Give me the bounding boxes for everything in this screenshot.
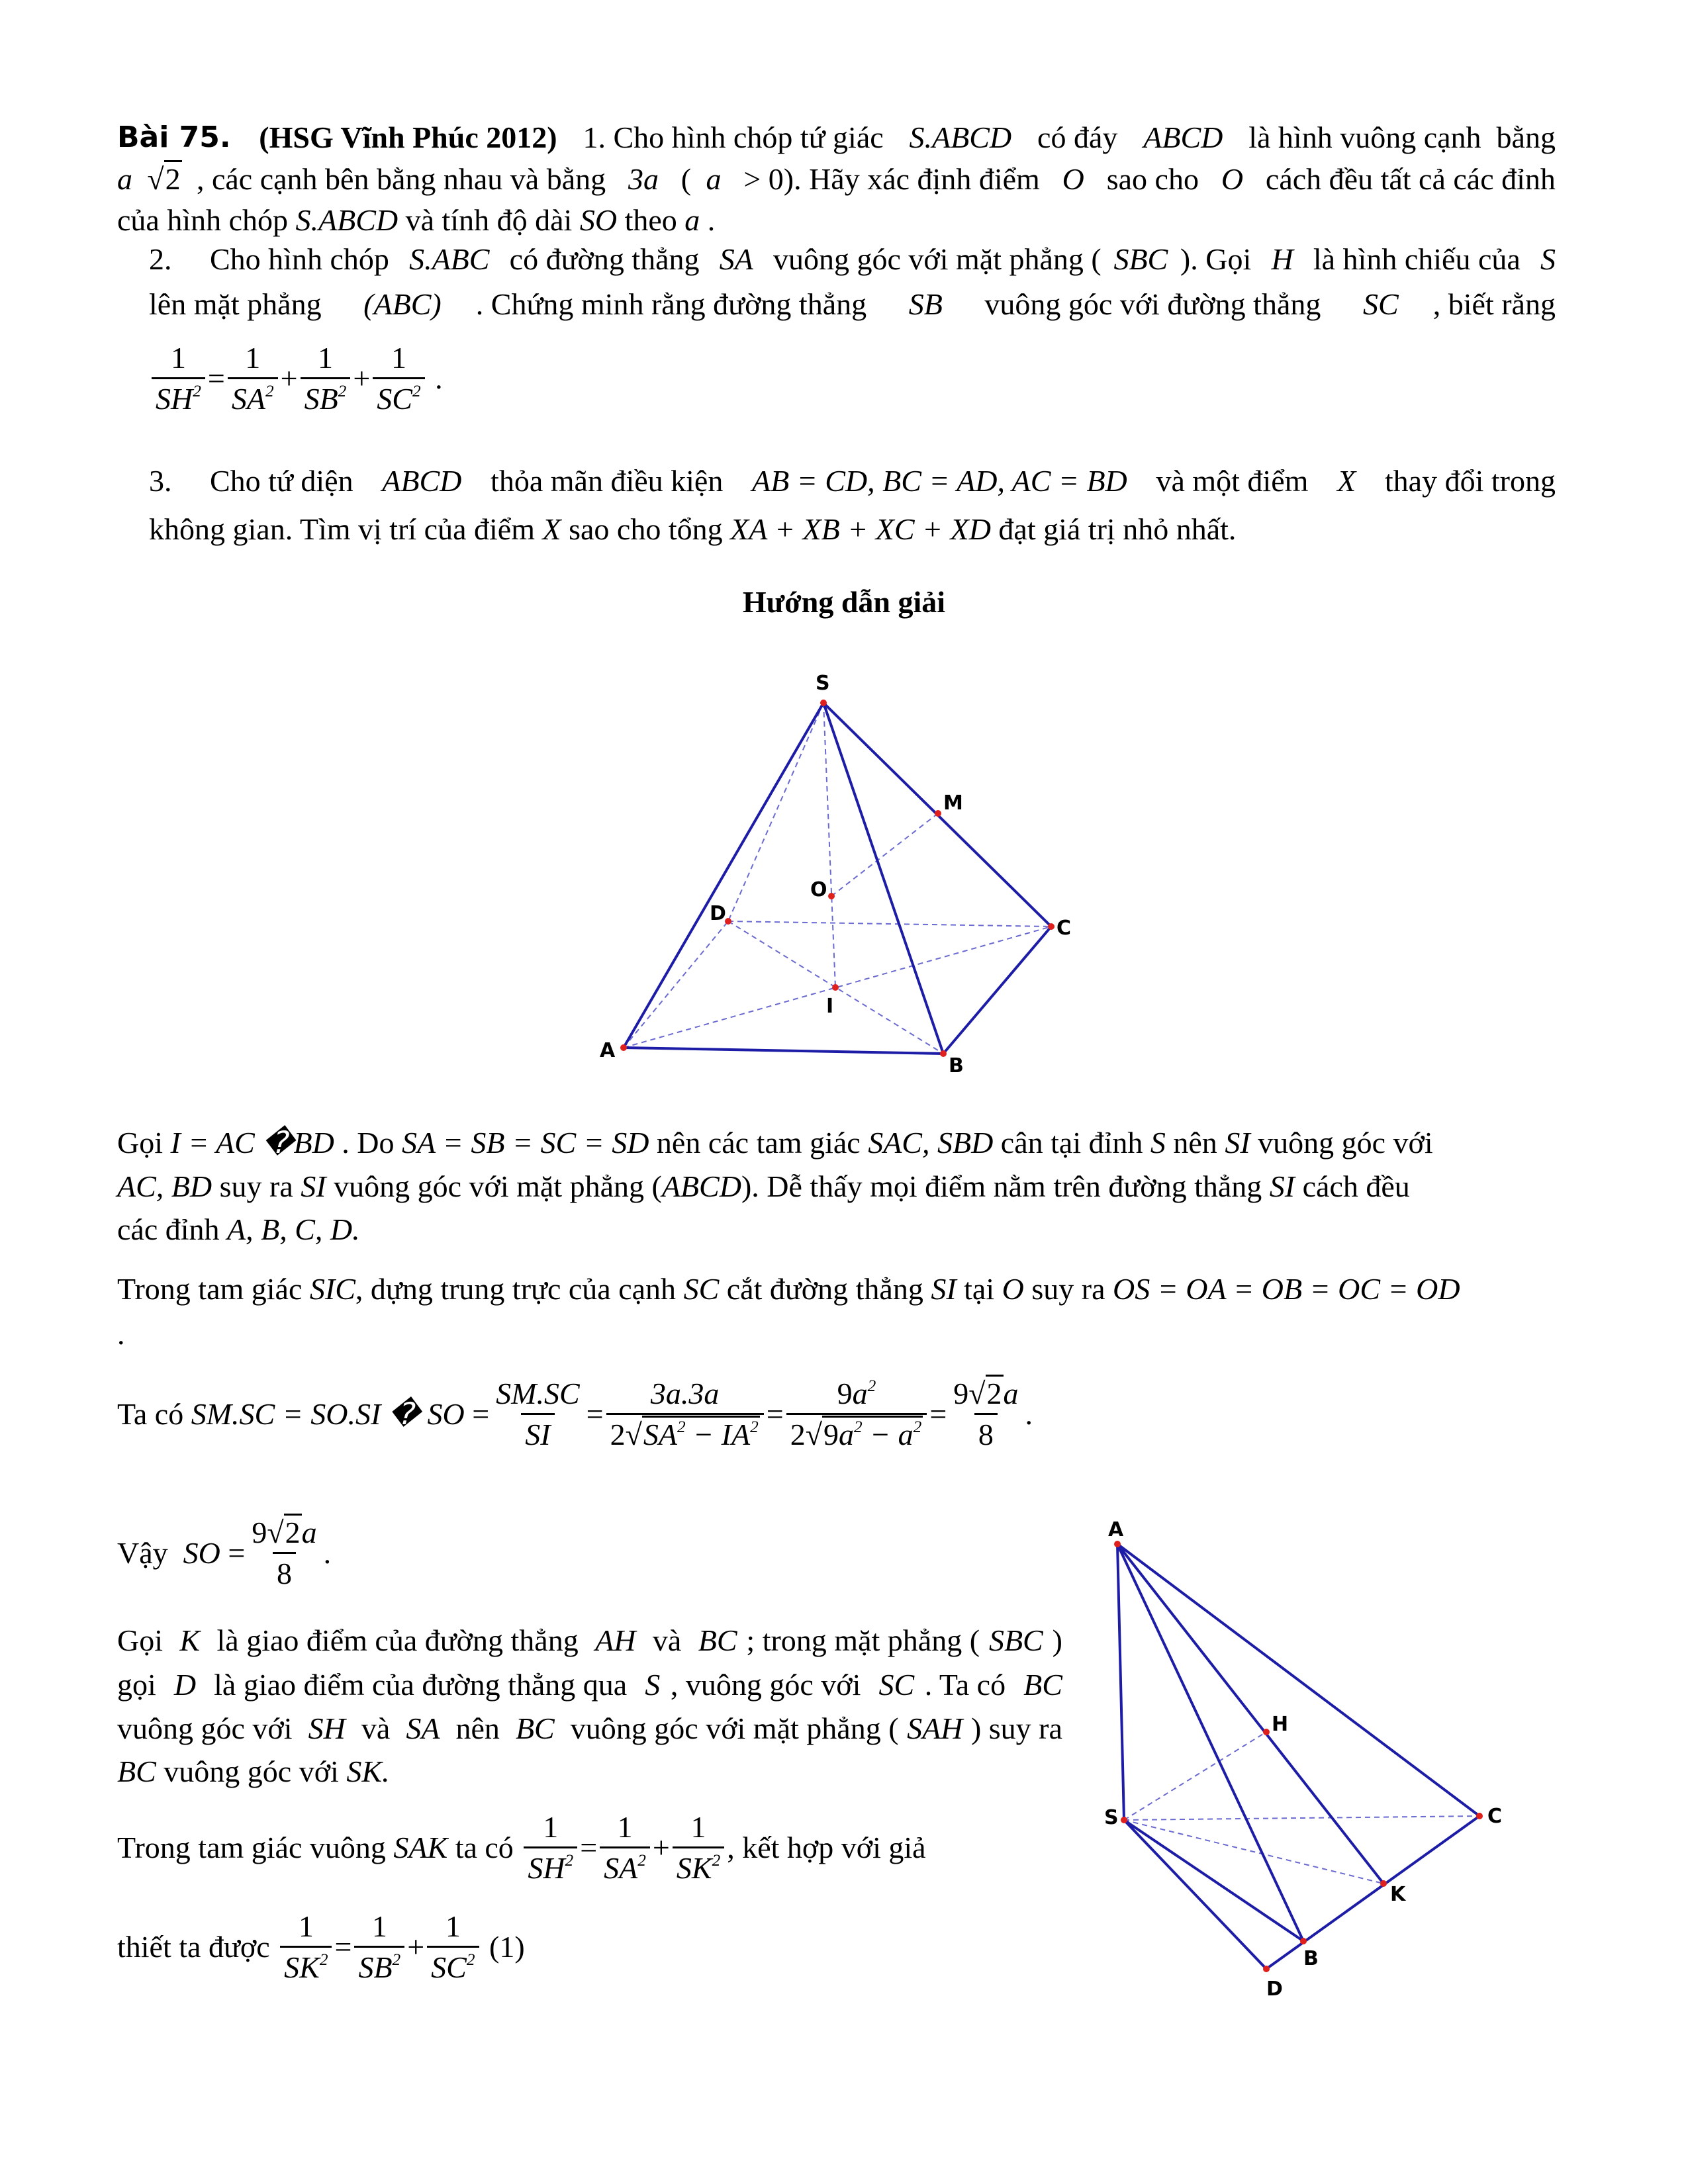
text: 9 [953, 1376, 969, 1410]
text: , biết rằng [1432, 287, 1556, 321]
superscript: 2 [853, 1417, 863, 1436]
text: 1 [543, 1809, 559, 1844]
math-text: SI [301, 1169, 326, 1203]
math-text: SO [183, 1536, 228, 1570]
text: Gọi [117, 1126, 171, 1160]
radical-sign: √ [267, 1515, 284, 1549]
denominator [524, 1846, 577, 1886]
math-text: SAH [907, 1711, 963, 1745]
numerator [368, 1909, 391, 1946]
text: là giao điểm của đường thẳng [209, 1623, 586, 1657]
math-text: H [1271, 242, 1293, 276]
point-H [1263, 1729, 1270, 1735]
text: . [700, 203, 716, 237]
math-text: $SH^2$ [156, 381, 201, 416]
math-text: SI [1225, 1126, 1250, 1160]
text: > 0). Hãy xác định điểm [735, 162, 1048, 196]
numerator [492, 1377, 584, 1413]
text: 2. Cho hình chóp [149, 242, 397, 276]
math-text: (ABC) [363, 287, 442, 321]
text: (1) [481, 1930, 525, 1964]
text: nên [447, 1711, 508, 1745]
fraction [280, 1909, 332, 1985]
solution-formula [117, 1809, 926, 1885]
text: vuông góc với mặt phẳng ( [326, 1169, 662, 1203]
text: ) suy ra [970, 1711, 1062, 1745]
math-text: BC [1023, 1668, 1062, 1702]
point-label-S: S [816, 672, 830, 695]
point-D [1263, 1966, 1270, 1972]
math-text: ABCD [1143, 120, 1223, 154]
text: Trong tam giác vuông [117, 1831, 394, 1864]
math-text: SAC, SBD [868, 1126, 994, 1160]
point-label-A: A [600, 1039, 616, 1062]
edge-AB [1117, 1544, 1303, 1941]
superscript: 2 [565, 1850, 574, 1870]
text: 2 [285, 1515, 301, 1549]
text: gọi [117, 1668, 164, 1702]
math-text: O [1221, 162, 1244, 196]
point-S [820, 700, 827, 706]
text: , dựng trung trực của cạnh [355, 1272, 684, 1306]
math-text: AB = CD, BC = AD, AC = BD [752, 464, 1127, 498]
point-label-D: D [1266, 1978, 1283, 2001]
point-label-B: B [1303, 1947, 1319, 1970]
math-text: X [542, 512, 561, 546]
superscript: 2 [712, 1850, 721, 1870]
point-label-S: S [1104, 1806, 1119, 1829]
text: 8 [276, 1556, 292, 1590]
math-text: D [173, 1668, 197, 1702]
math-text: BC [117, 1754, 156, 1788]
fraction [354, 1909, 404, 1985]
text: có đường thẳng [502, 242, 708, 276]
fraction [524, 1810, 577, 1886]
text: tại [956, 1272, 1002, 1306]
edge-BC [943, 927, 1051, 1054]
math-text: S [1540, 242, 1556, 276]
math-text: A, B, C, D. [227, 1212, 360, 1246]
solution-line [117, 1122, 1433, 1164]
numerator [614, 1810, 637, 1846]
math-text: O [1002, 1272, 1024, 1306]
superscript: 2 [677, 1417, 686, 1436]
superscript: 2 [466, 1950, 475, 1969]
text: cắt đường thẳng [719, 1272, 931, 1306]
text: là hình vuông cạnh bằng [1241, 120, 1556, 154]
text: = [207, 361, 225, 395]
text: 1 [617, 1809, 633, 1844]
fraction [606, 1377, 764, 1453]
point-label-A: A [1108, 1518, 1124, 1541]
fraction [427, 1909, 479, 1985]
math-text: SIC [309, 1272, 355, 1306]
denominator [786, 1413, 927, 1453]
math-text: $a^2$ [838, 1417, 863, 1451]
text: nên [1165, 1126, 1225, 1160]
text: 1 [445, 1909, 461, 1943]
hidden-edge-SH [1124, 1732, 1266, 1820]
denominator [600, 1846, 650, 1886]
math-text: $SK^2$ [676, 1850, 721, 1885]
math-text: S [645, 1668, 661, 1702]
point-I [832, 984, 839, 991]
math-text: SBC [988, 1623, 1043, 1657]
text: 1 [245, 340, 261, 375]
point-label-O: O [810, 878, 827, 901]
numerator [295, 1909, 318, 1946]
square-root [806, 1418, 923, 1453]
text: . Ta có [924, 1668, 1013, 1702]
math-text: SAK [393, 1831, 448, 1864]
math-text: $SK^2$ [284, 1950, 328, 1984]
point-O [828, 893, 835, 899]
text: Trong tam giác [117, 1272, 310, 1306]
solution-line [117, 1268, 1460, 1310]
point-label-K: K [1390, 1883, 1406, 1906]
point-label-H: H [1272, 1713, 1289, 1736]
denominator [273, 1552, 296, 1592]
text: = [472, 1397, 490, 1431]
math-text: $SA^2$ [643, 1417, 686, 1451]
superscript: 2 [265, 381, 274, 400]
point-A [1114, 1541, 1121, 1547]
text: . [427, 361, 443, 395]
superscript: 2 [913, 1417, 922, 1436]
point-B [1300, 1938, 1307, 1944]
text: của hình chóp [117, 203, 296, 237]
numerator [833, 1377, 880, 1413]
text: ) [1052, 1623, 1062, 1657]
math-text: XA + XB + XC + XD [730, 512, 991, 546]
text: và một điểm [1148, 464, 1316, 498]
text: = [228, 1536, 246, 1570]
point-C [1048, 923, 1055, 930]
text: . [117, 1317, 125, 1351]
math-text: S.ABCD [909, 120, 1012, 154]
math-text: $SB^2$ [304, 381, 347, 416]
text: và tính độ dài [398, 203, 580, 237]
math-text: 3a [628, 162, 659, 196]
text: thiết ta được [117, 1930, 278, 1964]
point-A [620, 1044, 627, 1051]
point-label-C: C [1056, 917, 1072, 940]
math-text: SBC [1113, 242, 1168, 276]
solution-formula [117, 1515, 332, 1590]
text: không gian. Tìm vị trí của điểm [149, 512, 543, 546]
superscript: 2 [193, 381, 201, 400]
math-text: 3a.3a [650, 1376, 720, 1410]
numerator [539, 1810, 562, 1846]
text: vuông góc với mặt phẳng ( [563, 1711, 899, 1745]
radicand [822, 1416, 923, 1451]
text: 2 [986, 1376, 1002, 1410]
solution-line [117, 1208, 360, 1251]
math-text: ABCD [382, 464, 462, 498]
text: 1 [317, 340, 333, 375]
text: . Chứng minh rằng đường thẳng [475, 287, 874, 321]
math-text: SO [579, 203, 618, 237]
text: 9 [837, 1376, 853, 1410]
text: 1 [371, 1909, 387, 1943]
superscript: 2 [412, 381, 421, 400]
hidden-edge-AD [624, 921, 728, 1048]
text: 1 [690, 1809, 706, 1844]
text: suy ra [212, 1169, 301, 1203]
text: = [334, 1930, 352, 1964]
math-text: SB [908, 287, 943, 321]
edge-SA [624, 703, 823, 1048]
solution-line [117, 1313, 125, 1355]
text: vuông góc với [156, 1754, 347, 1788]
text: là giao điểm của đường thẳng qua [206, 1668, 635, 1702]
superscript: 2 [637, 1850, 646, 1870]
edge-DC [1266, 1816, 1479, 1969]
solution-heading: Hướng dẫn giải [742, 585, 946, 619]
text: 9 [252, 1515, 267, 1549]
hidden-edge-SC [1124, 1816, 1479, 1820]
numerator [687, 1810, 710, 1846]
math-text: $SC^2$ [431, 1950, 475, 1984]
math-text: a [706, 162, 722, 196]
math-text: ABCD [661, 1169, 741, 1203]
math-text: SC [683, 1272, 720, 1306]
square-root [267, 1516, 301, 1551]
solution-line [117, 1165, 1410, 1208]
text: lên mặt phẳng [149, 287, 330, 321]
math-text: X [1337, 464, 1356, 498]
math-text: $SA^2$ [231, 381, 274, 416]
math-text: a [1003, 1376, 1019, 1410]
text: đạt giá trị nhỏ nhất. [990, 512, 1237, 546]
radicand [284, 1514, 302, 1549]
text: thỏa mãn điều kiện [483, 464, 731, 498]
edge-AB [624, 1048, 943, 1054]
math-text: BC [515, 1711, 555, 1745]
text: theo [617, 203, 685, 237]
text: thay đổi trong [1377, 464, 1556, 498]
text: . Do [334, 1126, 402, 1160]
math-text: $SB^2$ [358, 1950, 401, 1984]
superscript: 2 [750, 1417, 759, 1436]
math-text: SM.SC [496, 1376, 580, 1410]
superscript: 2 [338, 381, 347, 400]
math-text: SI [1269, 1169, 1295, 1203]
solution-formula [117, 1376, 1033, 1451]
hidden-edge-SI [823, 703, 835, 987]
fraction [248, 1516, 320, 1592]
math-text: O [1062, 162, 1084, 196]
radical-sign: √ [805, 1417, 822, 1451]
text: = [929, 1397, 947, 1431]
text: suy ra [1023, 1272, 1113, 1306]
text: nên các tam giác [649, 1126, 868, 1160]
point-M [935, 810, 941, 817]
text: = [766, 1397, 784, 1431]
fraction [786, 1377, 927, 1453]
math-text: SA = SB = SC = SD [402, 1126, 649, 1160]
math-text: $SA^2$ [604, 1850, 646, 1885]
math-text: Bài 75. [117, 120, 241, 154]
text: 1 [391, 340, 406, 375]
superscript: 2 [867, 1376, 876, 1395]
edge-SD [1124, 1820, 1266, 1969]
math-text: $SC^2$ [377, 381, 421, 416]
text: + [652, 1831, 670, 1864]
solution-formula [117, 1909, 525, 1984]
edge-AS [1117, 1544, 1124, 1820]
superscript: 2 [319, 1950, 328, 1969]
text: có đáy [1029, 120, 1125, 154]
text: ta có [447, 1831, 522, 1864]
math-text: I = AC �BD [170, 1126, 334, 1160]
denominator [354, 1946, 404, 1985]
superscript: 2 [392, 1950, 401, 1969]
point-label-D: D [710, 902, 726, 925]
text: cách đều tất cả các đỉnh [1258, 162, 1556, 196]
text: Gọi [117, 1623, 171, 1657]
radicand [986, 1375, 1004, 1410]
text: 1. Cho hình chóp tứ giác [575, 120, 892, 154]
text: = [586, 1397, 604, 1431]
radical-sign: √ [968, 1376, 986, 1410]
text: ). Dễ thấy mọi điểm nằm trên đường thẳng [741, 1169, 1270, 1203]
text: là hình chiếu của [1305, 242, 1528, 276]
text: , các cạnh bên bằng nhau và bằng [196, 162, 614, 196]
math-text: − $a^2$ [862, 1417, 922, 1451]
text: . [323, 1536, 332, 1570]
hidden-edge-DC [728, 921, 1051, 927]
text: ; trong mặt phẳng ( [746, 1623, 980, 1657]
text: 9 [823, 1417, 839, 1451]
text: 3. Cho tứ diện [149, 464, 361, 498]
point-label-B: B [949, 1054, 964, 1077]
text: 8 [978, 1417, 994, 1451]
numerator [248, 1516, 320, 1552]
hidden-edge-SK [1124, 1820, 1383, 1884]
text: 1 [298, 1909, 314, 1943]
math-text: $SH^2$ [528, 1850, 574, 1885]
text: và [645, 1623, 689, 1657]
text: 2 [165, 162, 181, 196]
text: cân tại đỉnh [993, 1126, 1150, 1160]
text: Vậy [117, 1536, 183, 1570]
text: ( [673, 162, 692, 196]
text: + [407, 1930, 425, 1964]
point-S [1121, 1817, 1127, 1823]
math-text: SA [406, 1711, 440, 1745]
fraction [492, 1377, 584, 1453]
text: . [1025, 1397, 1033, 1431]
radical-sign: √ [147, 162, 164, 196]
solution-line [117, 1751, 390, 1793]
radical-sign: √ [625, 1417, 642, 1451]
solution-line [117, 1619, 1062, 1662]
text: + [353, 361, 371, 395]
numerator [949, 1377, 1022, 1413]
text: vuông góc với mặt phẳng ( [765, 242, 1102, 276]
math-text: SC [1362, 287, 1399, 321]
math-text: OS = OA = OB = OC = OD [1113, 1272, 1460, 1306]
radicand [642, 1416, 760, 1451]
math-text: K [179, 1623, 201, 1657]
math-text: a [117, 162, 132, 196]
fraction [949, 1377, 1022, 1453]
text: vuông góc với [117, 1711, 301, 1745]
math-text: SH [308, 1711, 346, 1745]
square-root [968, 1377, 1003, 1412]
solution-line [117, 1707, 1062, 1750]
math-text: (HSG Vĩnh Phúc 2012) [259, 120, 557, 154]
denominator [606, 1413, 764, 1453]
math-text: a [301, 1515, 317, 1549]
square-root [626, 1418, 760, 1453]
math-text: SA [719, 242, 753, 276]
text: 1 [170, 340, 186, 375]
text: và [353, 1711, 398, 1745]
denominator [427, 1946, 479, 1985]
math-text: SM.SC = SO.SI � SO [191, 1397, 473, 1431]
point-C [1476, 1813, 1483, 1819]
math-text: AC, BD [117, 1169, 212, 1203]
text: + [280, 361, 298, 395]
math-text: BC [698, 1623, 737, 1657]
text: vuông góc với đường thẳng [976, 287, 1329, 321]
math-text: S.ABC [409, 242, 490, 276]
text: 2 [610, 1417, 626, 1451]
denominator [974, 1413, 998, 1453]
point-label-I: I [826, 995, 834, 1018]
point-K [1380, 1880, 1387, 1887]
math-text: AH [595, 1623, 636, 1657]
hidden-edge-SD [728, 703, 823, 921]
text: 2 [790, 1417, 806, 1451]
math-text: SI [931, 1272, 957, 1306]
denominator [521, 1413, 554, 1453]
text: các đỉnh [117, 1212, 228, 1246]
text: Ta có [117, 1397, 191, 1431]
fraction [600, 1810, 650, 1886]
math-text: SK. [346, 1754, 390, 1788]
math-text: SI [525, 1417, 551, 1451]
point-B [940, 1050, 947, 1057]
text: sao cho [1099, 162, 1207, 196]
math-text: a [684, 203, 700, 237]
numerator [442, 1909, 465, 1946]
text: = [580, 1831, 598, 1864]
point-label-M: M [943, 792, 963, 815]
math-text: S.ABCD [295, 203, 399, 237]
fraction [673, 1810, 724, 1886]
text: , vuông góc với [670, 1668, 868, 1702]
math-text: S [1150, 1126, 1166, 1160]
text: sao cho tổng [561, 512, 731, 546]
point-label-C: C [1487, 1805, 1503, 1828]
solution-line [117, 1664, 1062, 1706]
math-text: SC [878, 1668, 915, 1702]
denominator [673, 1846, 724, 1886]
text: vuông góc với [1250, 1126, 1433, 1160]
denominator [280, 1946, 332, 1985]
numerator [647, 1377, 724, 1413]
math-text: − $IA^2$ [685, 1417, 759, 1451]
text: cách đều [1295, 1169, 1410, 1203]
edge-SB [823, 703, 943, 1054]
math-text: $a^2$ [852, 1376, 876, 1410]
text: ). Gọi [1180, 242, 1259, 276]
text: , kết hợp với giả [727, 1831, 926, 1864]
